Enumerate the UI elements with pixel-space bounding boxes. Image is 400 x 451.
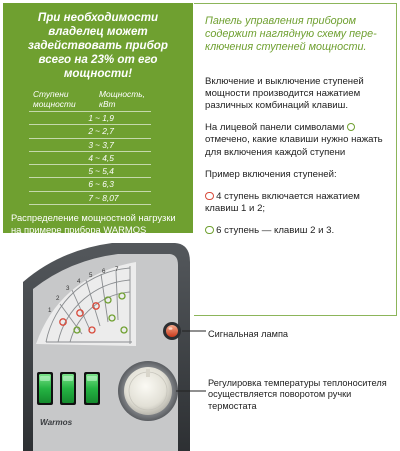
table-row xyxy=(29,138,151,151)
step-cell: 4 xyxy=(29,151,95,164)
signal-lamp-icon xyxy=(163,322,181,340)
power-cell: ~ 3,7 xyxy=(95,138,151,151)
steps-table xyxy=(29,89,151,205)
step-cell: 2 xyxy=(29,125,95,138)
example-2-text: 6 ступень — клавиш 2 и 3. xyxy=(216,225,335,237)
brand-logo: Warmos xyxy=(40,418,73,427)
info-panel xyxy=(3,3,193,248)
diagram-number: 6 xyxy=(102,268,106,275)
diagram-number: 7 xyxy=(115,266,119,273)
diagram-number: 2 xyxy=(56,295,60,302)
lamp-label: Сигнальная лампа xyxy=(208,329,289,339)
example-1 xyxy=(205,191,388,215)
table-row xyxy=(29,112,151,125)
diagram-number: 1 xyxy=(48,307,52,314)
example-1-text: 4 ступень включается нажатием клавиш 1 и 2; xyxy=(205,191,360,215)
control-panel xyxy=(0,236,400,451)
switch-button-3[interactable] xyxy=(84,372,100,405)
power-cell: ~ 5,4 xyxy=(95,165,151,178)
switch-buttons xyxy=(37,372,100,405)
diagram-number: 3 xyxy=(66,285,70,292)
description-para1: Включение и выключение ступеней мощности производится нажатием различных комбинаций клавиш. xyxy=(205,75,364,112)
power-cell: ~ 4,5 xyxy=(95,151,151,164)
power-cell: ~ 8,07 xyxy=(95,191,151,204)
red-ring-icon xyxy=(205,192,214,201)
step-cell: 1 xyxy=(29,112,95,125)
power-cell: ~ 2,7 xyxy=(95,125,151,138)
thermostat-label: Регулировка температуры теплоносителя осуществляется поворотом ручки термостата xyxy=(208,378,387,411)
thermostat-knob-icon[interactable] xyxy=(118,361,178,421)
diagram-number: 4 xyxy=(77,278,81,285)
table-row xyxy=(29,178,151,191)
switch-button-1[interactable] xyxy=(37,372,53,405)
green-ring-icon xyxy=(205,226,214,235)
diagram-number: 5 xyxy=(89,272,93,279)
switch-button-2[interactable] xyxy=(60,372,76,405)
table-row xyxy=(29,125,151,138)
step-cell: 3 xyxy=(29,138,95,151)
steps-header: Ступени мощности xyxy=(29,89,95,112)
step-cell: 6 xyxy=(29,178,95,191)
para2-after: отмечено, какие клавиши нужно нажать для включения каждой ступени xyxy=(205,134,383,158)
table-row xyxy=(29,165,151,178)
power-cell: ~ 1,9 xyxy=(95,112,151,125)
para2-before: На лицевой панели символами xyxy=(205,122,345,134)
description-para3: Пример включения ступеней: xyxy=(205,168,337,180)
ring-mark-icon xyxy=(347,123,356,132)
power-header: Мощность, кВт xyxy=(95,89,151,112)
info-title: При необходимости владелец может задействовать прибор всего на 23% от его мощности! xyxy=(28,11,168,80)
table-row xyxy=(29,191,151,204)
table-row xyxy=(29,151,151,164)
step-cell: 7 xyxy=(29,191,95,204)
description-para2 xyxy=(205,122,388,159)
power-cell: ~ 6,3 xyxy=(95,178,151,191)
step-cell: 5 xyxy=(29,165,95,178)
description-title: Панель управления прибором содержит наглядную схему пере-ключения ступеней мощности. xyxy=(205,15,377,54)
info-caption: Распределение мощностной нагрузки на примере прибора WARMOS мощностью 8 кВт xyxy=(11,212,176,248)
